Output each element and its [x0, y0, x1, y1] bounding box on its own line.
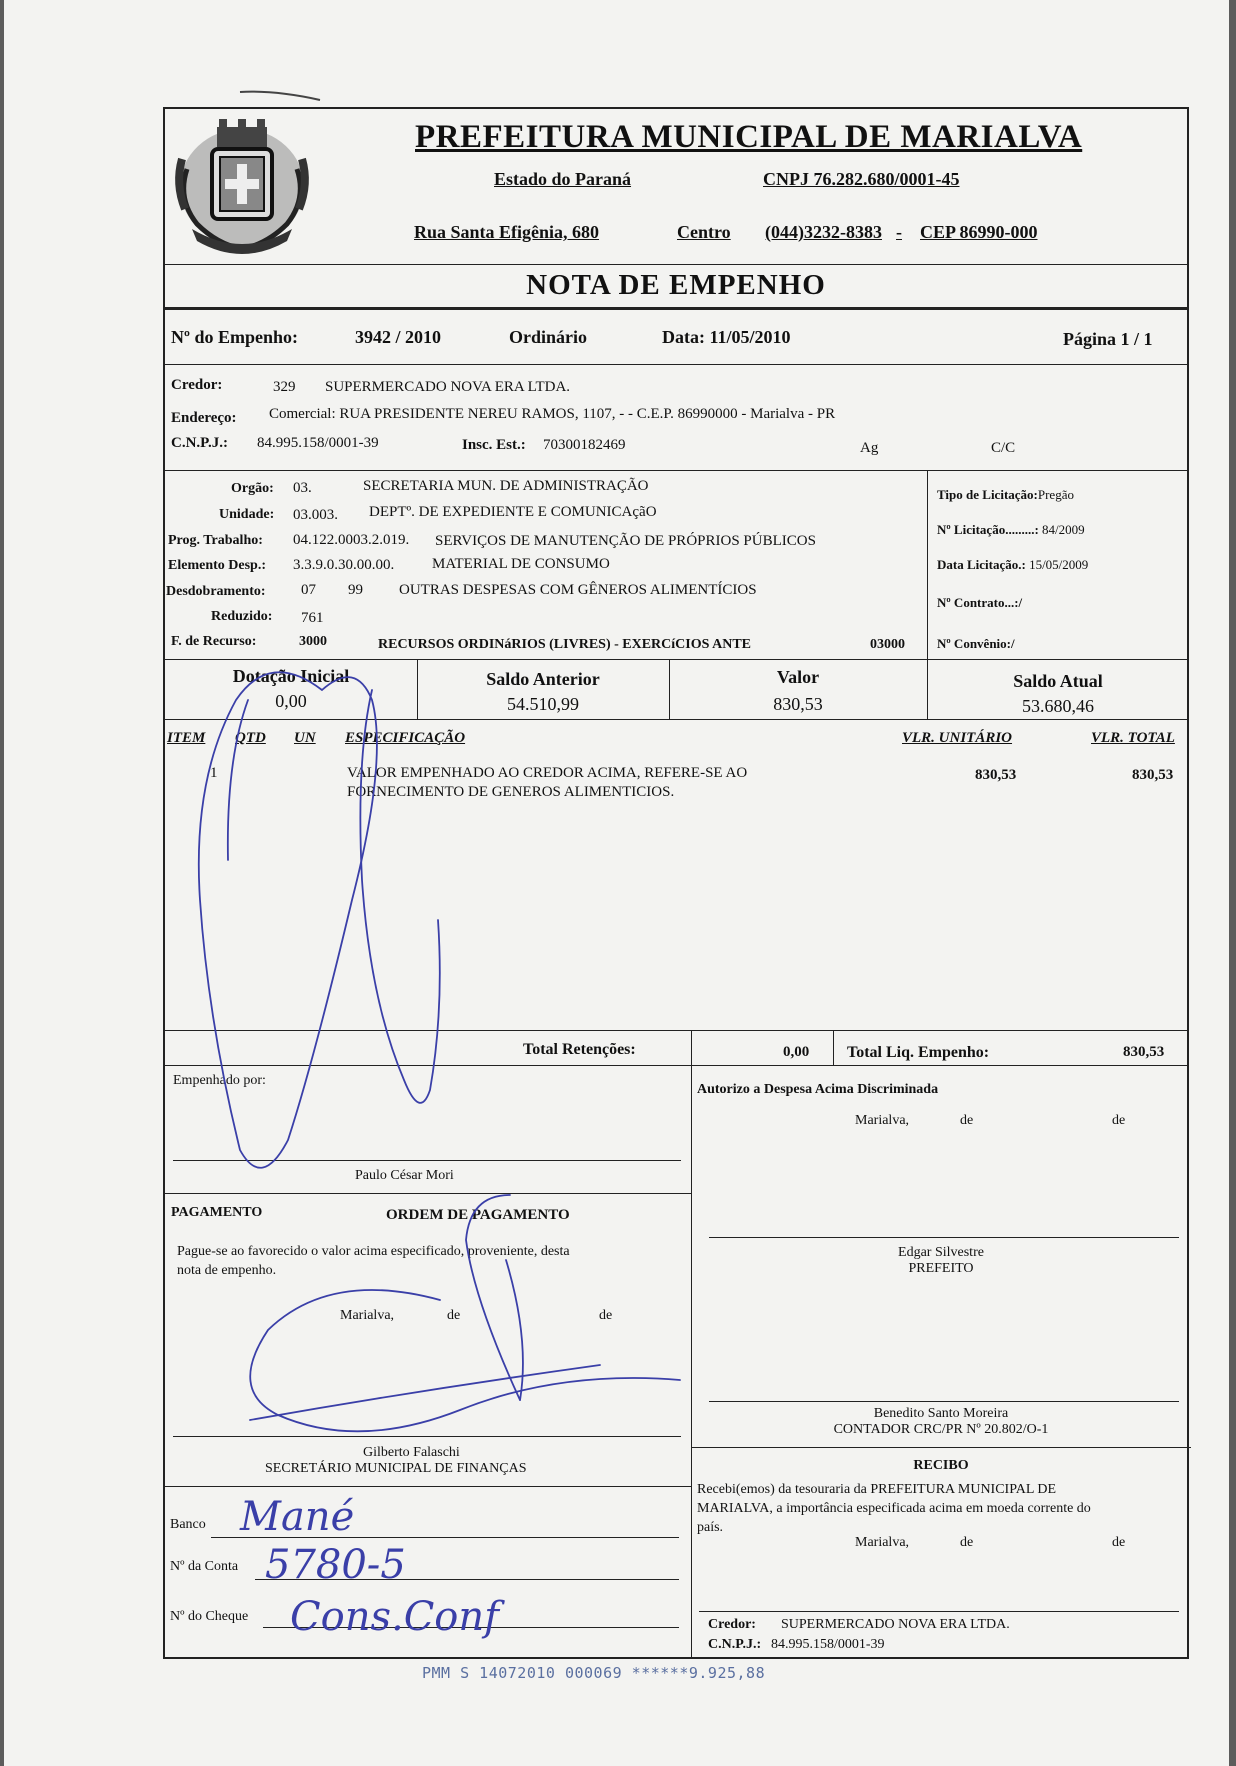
divider [165, 1193, 691, 1194]
desdobramento-desc: OUTRAS DESPESAS COM GÊNEROS ALIMENTÍCIOS [399, 582, 757, 598]
item-spec-line2: FORNECIMENTO DE GENEROS ALIMENTICIOS. [347, 784, 675, 800]
signature-line [173, 1160, 681, 1161]
item-total: 830,53 [1132, 767, 1174, 783]
dotacao-inicial-label: Dotação Inicial [232, 666, 350, 686]
col-header-unit-price: VLR. UNITÁRIO [902, 730, 1013, 746]
page-indicator: Página 1 / 1 [1063, 329, 1153, 349]
autorizo-de2: de [1112, 1113, 1126, 1128]
signature-line [709, 1237, 1179, 1238]
autorizo-city: Marialva, [855, 1113, 910, 1128]
pagamento-text-2: nota de empenho. [177, 1263, 277, 1278]
recibo-de2: de [1112, 1535, 1126, 1550]
insc-value: 70300182469 [543, 437, 626, 453]
pagamento-city: Marialva, [340, 1308, 395, 1323]
conta-line [255, 1579, 679, 1580]
divider [165, 1486, 691, 1487]
divider-vertical [833, 1030, 834, 1065]
insc-label: Insc. Est.: [462, 437, 526, 453]
licitacao-type-value: Pregão [1037, 487, 1074, 502]
item-spec-line1: VALOR EMPENHADO AO CREDOR ACIMA, REFERE-SE AO [347, 765, 748, 781]
coat-of-arms-icon [167, 109, 317, 259]
licitacao-type: Tipo de Licitação:Pregão [937, 487, 1074, 502]
contrato-label: Nº Contrato...:/ [937, 595, 1023, 610]
saldo-atual-label: Saldo Atual [1013, 671, 1103, 691]
retencoes-label: Total Retenções: [523, 1041, 636, 1058]
desdobramento-label: Desdobramento: [166, 584, 266, 599]
licitacao-date-value: 15/05/2009 [1029, 557, 1089, 572]
conta-label: Nº da Conta [170, 1559, 239, 1574]
empenhado-por-name: Paulo César Mori [355, 1168, 454, 1183]
col-header-especificacao: ESPECIFICAÇÃO [345, 730, 466, 746]
saldo-anterior-label: Saldo Anterior [486, 669, 600, 689]
municipal-address: Rua Santa Efigênia, 680 [414, 222, 600, 242]
divider [165, 470, 1187, 471]
pagamento-text-1: Pague-se ao favorecido o valor acima especificado, proveniente, desta [177, 1244, 570, 1259]
recibo-credor-name: SUPERMERCADO NOVA ERA LTDA. [781, 1617, 1010, 1632]
dotacao-inicial-value: 0,00 [275, 691, 307, 711]
municipal-cnpj: CNPJ 76.282.680/0001-45 [763, 169, 960, 189]
municipal-centro: Centro [677, 222, 731, 242]
cheque-line [263, 1627, 679, 1628]
municipal-phone: (044)3232-8383 [765, 222, 882, 242]
unidade-value: 03.003. [293, 507, 338, 523]
elemento-desc: MATERIAL DE CONSUMO [432, 556, 610, 572]
divider [165, 1030, 1187, 1031]
unidade-label: Unidade: [219, 507, 275, 522]
prog-value: 04.122.0003.2.019. [293, 532, 410, 548]
reduzido-value: 761 [301, 610, 324, 626]
recibo-text-3: país. [697, 1520, 724, 1535]
recibo-de1: de [960, 1535, 974, 1550]
handwritten-conta: 5780-5 [265, 1542, 406, 1588]
contador-name: Benedito Santo Moreira [873, 1406, 1009, 1421]
orgao-desc: SECRETARIA MUN. DE ADMINISTRAÇÃO [363, 478, 649, 494]
bank-stamp: PMM S 14072010 000069 ******9.925,88 [422, 1664, 766, 1682]
header-dash: - [896, 222, 902, 242]
empenho-date: Data: 11/05/2010 [662, 327, 791, 347]
prefeito-role: PREFEITO [908, 1261, 974, 1276]
saldo-anterior-value: 54.510,99 [507, 694, 579, 714]
document-title-text: NOTA DE EMPENHO [526, 269, 826, 301]
recibo-cnpj: 84.995.158/0001-39 [771, 1637, 885, 1652]
col-header-qtd: QTD [235, 730, 266, 746]
desdobramento-b: 99 [348, 582, 363, 598]
valor-value: 830,53 [773, 694, 823, 714]
credor-code: 329 [273, 379, 296, 395]
prog-label: Prog. Trabalho: [168, 533, 263, 548]
recibo-text-2: MARIALVA, a importância especificada acima em moeda corrente do [697, 1501, 1091, 1516]
autorizo-label: Autorizo a Despesa Acima Discriminada [697, 1082, 939, 1097]
contador-role: CONTADOR CRC/PR Nº 20.802/O-1 [833, 1422, 1049, 1437]
prefeito-name: Edgar Silvestre [898, 1245, 984, 1260]
recibo-city: Marialva, [855, 1535, 910, 1550]
signature-line [173, 1436, 681, 1437]
recurso-desc: RECURSOS ORDINáRIOS (LIVRES) - EXERCíCIOS ANTE [378, 637, 752, 652]
reduzido-label: Reduzido: [211, 609, 273, 624]
credor-cnpj: 84.995.158/0001-39 [257, 435, 379, 451]
licitacao-date: Data Licitação.: 15/05/2009 [937, 557, 1089, 572]
banco-label: Banco [170, 1517, 206, 1532]
address-label: Endereço: [171, 410, 237, 426]
divider [165, 307, 1187, 310]
state-label: Estado do Paraná [494, 169, 632, 189]
cnpj-label: C.N.P.J.: [171, 435, 228, 451]
divider-vertical [927, 470, 928, 659]
saldo-atual-value: 53.680,46 [1022, 696, 1094, 716]
account-label: C/C [991, 440, 1016, 456]
municipal-cep: CEP 86990-000 [920, 222, 1038, 242]
divider [691, 1447, 1191, 1448]
autorizo-de1: de [960, 1113, 974, 1128]
credor-name: SUPERMERCADO NOVA ERA LTDA. [325, 379, 571, 395]
divider [165, 364, 1187, 365]
banco-line [211, 1537, 679, 1538]
prog-desc: SERVIÇOS DE MANUTENÇÃO DE PRÓPRIOS PÚBLICOS [435, 533, 816, 549]
elemento-value: 3.3.9.0.30.00.00. [293, 557, 395, 573]
recurso-code: 03000 [870, 637, 905, 652]
municipality-title: PREFEITURA MUNICIPAL DE MARIALVA [415, 119, 1083, 155]
recibo-cnpj-label: C.N.P.J.: [708, 1637, 762, 1652]
orgao-value: 03. [293, 480, 312, 496]
divider [165, 264, 1187, 265]
recibo-label: RECIBO [913, 1458, 969, 1473]
signature-line [709, 1401, 1179, 1402]
empenho-type: Ordinário [509, 327, 588, 347]
orgao-label: Orgão: [231, 481, 274, 496]
recurso-value: 3000 [299, 634, 327, 649]
licitacao-number-value: 84/2009 [1042, 522, 1085, 537]
agency-label: Ag [860, 440, 879, 456]
credor-label: Credor: [171, 377, 223, 393]
divider-vertical [691, 1030, 692, 1659]
pagamento-de1: de [447, 1308, 461, 1323]
document-title [165, 269, 1187, 302]
divider [165, 1065, 1187, 1066]
handwritten-cheque: Cons.Conf [290, 1594, 499, 1640]
recibo-text-1: Recebi(emos) da tesouraria da PREFEITURA MUNICIPAL DE [697, 1482, 1057, 1497]
pagamento-label: PAGAMENTO [171, 1205, 263, 1220]
liquido-value: 830,53 [1123, 1044, 1165, 1060]
handwritten-banco: Mané [240, 1494, 355, 1540]
divider [165, 659, 1187, 660]
secretario-role: SECRETÁRIO MUNICIPAL DE FINANÇAS [265, 1461, 527, 1476]
col-header-item: ITEM [167, 730, 206, 746]
retencoes-value: 0,00 [783, 1044, 810, 1060]
credor-address: Comercial: RUA PRESIDENTE NEREU RAMOS, 1107, - - C.E.P. 86990000 - Marialva - PR [269, 406, 836, 422]
desdobramento-a: 07 [301, 582, 316, 598]
secretario-name: Gilberto Falaschi [363, 1445, 460, 1460]
empenhado-por-label: Empenhado por: [173, 1073, 266, 1088]
liquido-label: Total Liq. Empenho: [847, 1044, 990, 1061]
signature-line [699, 1611, 1179, 1612]
col-header-un: UN [294, 730, 316, 746]
divider [165, 719, 1187, 720]
pagamento-de2: de [599, 1308, 613, 1323]
item-unit-price: 830,53 [975, 767, 1017, 783]
cheque-label: Nº do Cheque [170, 1609, 249, 1624]
item-number: 1 [210, 765, 218, 781]
ordem-pagamento-label: ORDEM DE PAGAMENTO [386, 1207, 570, 1223]
empenho-number: 3942 / 2010 [355, 327, 442, 347]
col-header-total: VLR. TOTAL [1091, 730, 1175, 746]
empenho-number-label: Nº do Empenho: [171, 327, 298, 347]
licitacao-number: Nº Licitação.........: 84/2009 [937, 522, 1085, 537]
recurso-label: F. de Recurso: [171, 634, 257, 649]
convenio-label: Nº Convênio:/ [937, 636, 1015, 651]
recibo-credor-label: Credor: [708, 1617, 756, 1632]
valor-label: Valor [776, 667, 820, 687]
elemento-label: Elemento Desp.: [168, 558, 266, 573]
unidade-desc: DEPTº. DE EXPEDIENTE E COMUNICAçãO [369, 504, 657, 520]
empenho-form [163, 107, 1189, 1659]
